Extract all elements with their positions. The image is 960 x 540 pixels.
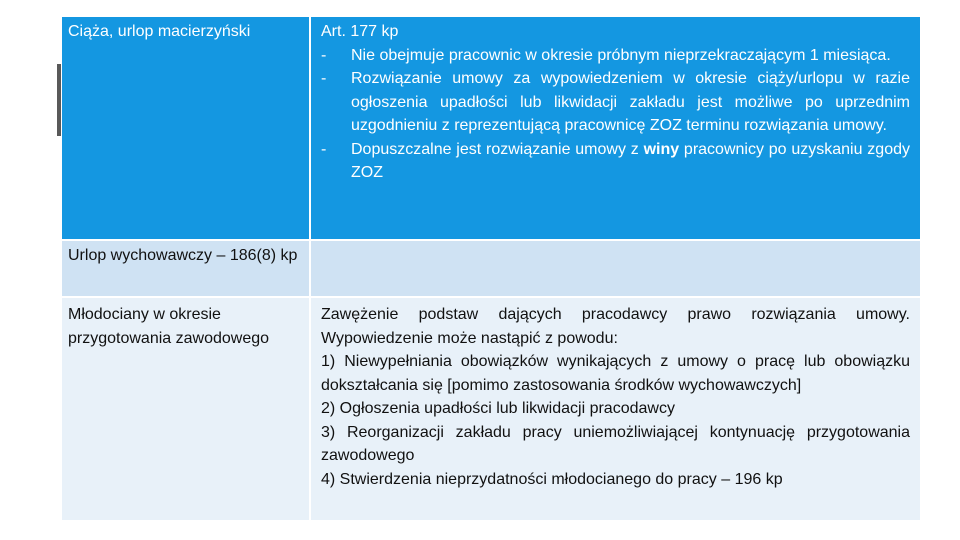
row-label: Ciąża, urlop macierzyński [62, 17, 310, 240]
table-row [62, 240, 920, 297]
emphasis-text: winy [643, 140, 680, 158]
point-item: 2) Ogłoszenia upadłości lub likwidacji pracodawcy [321, 400, 675, 417]
list-item: - Nie obejmuje pracownic w okresie próbnym nieprzekraczającym 1 miesiąca. [321, 44, 910, 68]
row-content [310, 297, 920, 520]
protection-table [62, 17, 920, 520]
accent-bar [57, 64, 61, 136]
row-content [310, 17, 920, 240]
dash-list [321, 44, 910, 185]
item-text: pracownicy po uzyskaniu zgody ZOZ [351, 140, 910, 181]
list-item [321, 138, 910, 185]
point-item: 4) Stwierdzenia nieprzydatności młodocianego do pracy – 196 kp [321, 470, 783, 488]
row-content [310, 240, 920, 297]
item-text: Dopuszczalne jest rozwiązanie umowy z [351, 140, 644, 158]
point-item: 3) Reorganizacji zakładu pracy uniemożliwiającej kontynuację przygotowania zawodowego [321, 423, 910, 464]
row-label: Urlop wychowawczy – 186(8) kp [62, 240, 310, 297]
table-row [62, 297, 920, 520]
table-row [62, 17, 920, 240]
point-item: 1) Niewypełniania obowiązków wynikających z umowy o pracę lub obowiązku dokształcania się [pomimo zastosowania środków wychowawczych] [321, 353, 910, 394]
row-label: Młodociany w okresie przygotowania zawodowego [62, 297, 310, 520]
list-item: - Rozwiązanie umowy za wypowiedzeniem w okresie ciąży/urlopu w razie ogłoszenia upadłości lub likwidacji zakładu jest możliwe po uprzednim uzgodnieniu z reprezentującą pracownicę ZOZ terminu rozwiązania umowy. [321, 67, 910, 138]
article-heading: Art. 177 kp [321, 23, 399, 40]
intro-text: Zawężenie podstaw dających pracodawcy prawo rozwiązania umowy. Wypowiedzenie może nastąpić z powodu: [321, 306, 910, 347]
